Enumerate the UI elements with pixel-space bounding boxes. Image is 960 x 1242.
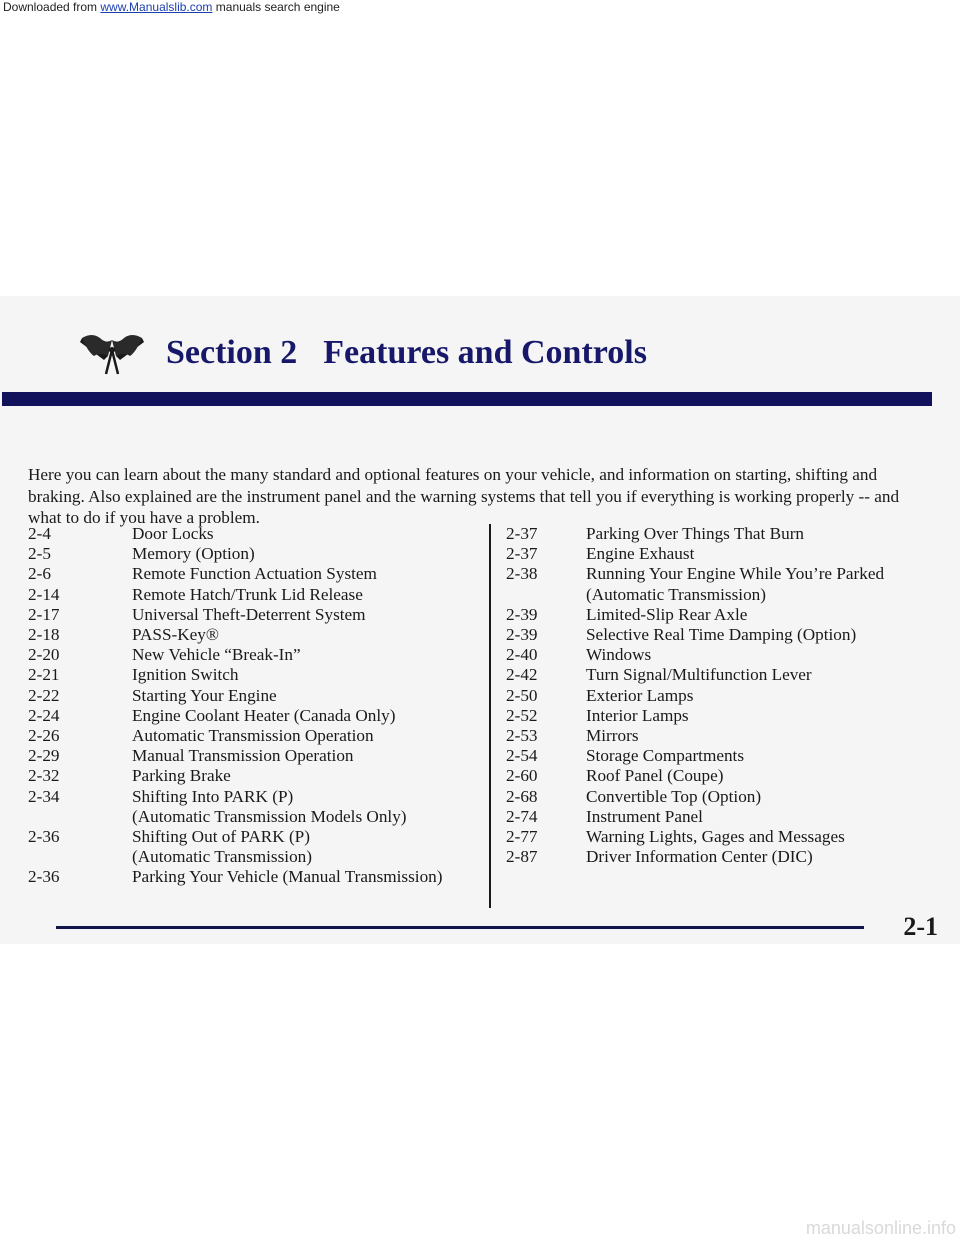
toc-page-ref: 2-6: [28, 564, 51, 584]
toc-entry: [506, 827, 946, 847]
toc-entry: [28, 645, 478, 665]
toc-topic: Automatic Transmission Operation: [132, 726, 374, 746]
toc-topic: Ignition Switch: [132, 665, 239, 685]
toc-page-ref: [506, 585, 586, 605]
toc-right-column: [506, 524, 946, 867]
toc-entry: [506, 524, 946, 544]
toc-entry: [28, 524, 478, 544]
toc-topic: Engine Exhaust: [586, 544, 695, 564]
toc-entry: [28, 686, 478, 706]
toc-entry: [506, 686, 946, 706]
toc-topic: Turn Signal/Multifunction Lever: [586, 665, 812, 685]
toc-page-ref: 2-14: [28, 584, 60, 604]
toc-topic: Instrument Panel: [586, 806, 703, 826]
toc-page-ref: 2-36: [28, 867, 60, 887]
toc-page-ref: 2-32: [28, 766, 60, 786]
toc-page-ref: 2-22: [28, 685, 60, 705]
toc-topic: Interior Lamps: [586, 705, 689, 725]
corvette-crossed-flags-icon: [78, 330, 146, 376]
toc-page-ref: 2-60: [506, 766, 538, 786]
toc-entry: [28, 746, 478, 766]
toc-page-ref: 2-29: [28, 746, 60, 766]
toc-page-ref: 2-37: [506, 524, 538, 543]
toc-entry: [506, 726, 946, 746]
page-number: 2-1: [903, 912, 938, 941]
toc-topic: (Automatic Transmission): [586, 584, 766, 604]
toc-entry: [28, 847, 478, 867]
toc-topic: Parking Brake: [132, 766, 231, 786]
toc-entry: [28, 706, 478, 726]
site-watermark: manualsonline.info: [805, 1218, 956, 1238]
toc-page-ref: 2-77: [506, 827, 538, 847]
section-header: [78, 328, 647, 378]
toc-entry: [506, 625, 946, 645]
toc-page-ref: 2-36: [28, 827, 60, 847]
toc-topic: Engine Coolant Heater (Canada Only): [132, 705, 396, 725]
intro-paragraph: Here you can learn about the many standard and optional features on your vehicle, and information on starting, shifting and braking. Also explained are the instrument panel and the warning systems that tell you if everything is working properly -- and what to do if you have a problem.: [28, 465, 900, 527]
toc-page-ref: 2-53: [506, 726, 538, 746]
toc-entry: [28, 726, 478, 746]
toc-entry: [506, 847, 946, 867]
toc-entry: [28, 787, 478, 807]
toc-page-ref: 2-52: [506, 705, 538, 725]
toc-page-ref: 2-21: [28, 665, 60, 685]
toc-topic: Running Your Engine While You’re Parked: [586, 564, 885, 584]
toc-entry: [506, 605, 946, 625]
toc-topic: Roof Panel (Coupe): [586, 766, 724, 786]
toc-topic: Remote Hatch/Trunk Lid Release: [132, 584, 363, 604]
toc-left-column: [28, 524, 478, 888]
toc-topic: Manual Transmission Operation: [132, 746, 354, 766]
toc-page-ref: 2-50: [506, 685, 538, 705]
toc-topic: Mirrors: [586, 726, 639, 746]
toc-page-ref: 2-26: [28, 726, 60, 746]
download-prefix: Downloaded from: [3, 0, 101, 14]
toc-topic: Shifting Into PARK (P): [132, 786, 294, 806]
toc-page-ref: 2-74: [506, 806, 538, 826]
toc-topic: Parking Your Vehicle (Manual Transmission): [132, 867, 443, 887]
toc-entry: [506, 787, 946, 807]
toc-topic: Remote Function Actuation System: [132, 564, 377, 584]
manualslib-link[interactable]: www.Manualslib.com: [100, 0, 213, 14]
toc-page-ref: 2-18: [28, 625, 60, 645]
toc-entry: [506, 807, 946, 827]
section-title: Features and Controls: [323, 334, 647, 371]
toc-entry: [28, 766, 478, 786]
toc-entry: [506, 564, 946, 584]
toc-entry: [28, 564, 478, 584]
toc-entry: [506, 665, 946, 685]
toc-page-ref: 2-40: [506, 645, 538, 665]
toc-entry: [506, 706, 946, 726]
toc-topic: Starting Your Engine: [132, 685, 277, 705]
toc-page-ref: 2-17: [28, 604, 60, 624]
download-source-note: [3, 0, 340, 14]
toc-page-ref: 2-39: [506, 625, 538, 645]
toc-topic: Selective Real Time Damping (Option): [586, 625, 857, 645]
toc-page-ref: 2-39: [506, 604, 538, 624]
toc-page-ref: [28, 847, 132, 867]
toc-topic: Storage Compartments: [586, 746, 745, 766]
toc-entry: [506, 645, 946, 665]
header-rule: [2, 392, 932, 406]
toc-topic: New Vehicle “Break-In”: [132, 645, 301, 665]
footer-rule: [56, 926, 864, 929]
toc-topic: Exterior Lamps: [586, 685, 694, 705]
toc-topic: (Automatic Transmission): [132, 847, 312, 867]
toc-topic: Windows: [586, 645, 652, 665]
toc-topic: PASS-Key®: [132, 625, 219, 645]
toc-entry: [28, 665, 478, 685]
toc-page-ref: 2-87: [506, 847, 538, 867]
section-label: Section 2: [166, 334, 298, 371]
toc-entry: [28, 585, 478, 605]
toc-page-ref: [28, 807, 132, 827]
toc-entry: [506, 544, 946, 564]
toc-page-ref: 2-5: [28, 544, 51, 564]
toc-topic: Driver Information Center (DIC): [586, 847, 813, 867]
toc-page-ref: 2-37: [506, 544, 538, 564]
toc-topic: Memory (Option): [132, 544, 255, 564]
download-suffix: manuals search engine: [212, 0, 340, 14]
toc-page-ref: 2-54: [506, 746, 538, 766]
toc-topic: Parking Over Things That Burn: [586, 524, 805, 543]
column-divider: [489, 524, 491, 908]
toc-page-ref: 2-24: [28, 705, 60, 725]
toc-entry: [506, 766, 946, 786]
toc-topic: Universal Theft-Deterrent System: [132, 604, 366, 624]
toc-topic: Shifting Out of PARK (P): [132, 827, 310, 847]
toc-topic: Limited-Slip Rear Axle: [586, 604, 748, 624]
toc-entry: [28, 807, 478, 827]
toc-entry: [28, 867, 478, 887]
toc-entry: [28, 544, 478, 564]
toc-topic: Warning Lights, Gages and Messages: [586, 827, 845, 847]
toc-entry: [506, 746, 946, 766]
toc-page-ref: 2-38: [506, 564, 538, 584]
toc-topic: (Automatic Transmission Models Only): [132, 806, 407, 826]
toc-entry: [506, 585, 946, 605]
toc-page-ref: 2-20: [28, 645, 60, 665]
toc-entry: [28, 827, 478, 847]
toc-entry: [28, 625, 478, 645]
toc-entry: [28, 605, 478, 625]
toc-page-ref: 2-4: [28, 524, 51, 543]
toc-page-ref: 2-68: [506, 786, 538, 806]
toc-topic: Convertible Top (Option): [586, 786, 762, 806]
toc-page-ref: 2-42: [506, 665, 538, 685]
toc-topic: Door Locks: [132, 524, 214, 543]
toc-page-ref: 2-34: [28, 786, 60, 806]
